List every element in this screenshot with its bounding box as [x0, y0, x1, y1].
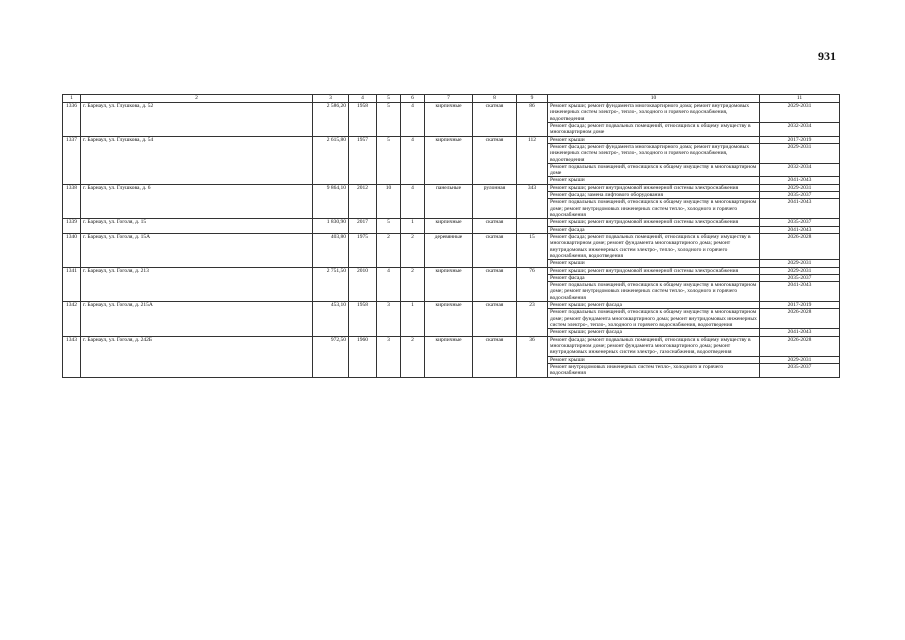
column-header: 7	[425, 95, 473, 103]
column-header: 1	[63, 95, 81, 103]
roof-type: скатная	[473, 136, 517, 184]
house-year: 1960	[349, 336, 377, 377]
house-area: 403,80	[313, 233, 349, 267]
repair-works: Ремонт крыши	[548, 260, 760, 267]
repair-works: Ремонт фасада; замена лифтового оборудования	[548, 192, 760, 199]
house-address: г. Барнаул, ул. Гоголя, д. 213	[81, 267, 313, 302]
repair-period: 2026-2028	[760, 336, 840, 356]
house-floors: 3	[377, 336, 401, 377]
house-floors: 5	[377, 136, 401, 184]
house-area: 9 864,10	[313, 184, 349, 219]
repair-works: Ремонт крыши	[548, 356, 760, 363]
residents-count: 15	[517, 233, 548, 267]
house-address: г. Барнаул, ул. Гоголя, д. 215А	[81, 302, 313, 337]
house-entrances: 4	[401, 103, 425, 137]
repair-works: Ремонт крыши; ремонт фундамента многоквартирного дома; ремонт внутридомовых инженерных систем электро-, тепло-, холодного и горячего водоснабжения, водоотведения	[548, 103, 760, 123]
house-address: г. Барнаул, ул. Гоголя, д. 15А	[81, 233, 313, 267]
column-header: 3	[313, 95, 349, 103]
residents-count: 36	[517, 336, 548, 377]
house-address: г. Барнаул, ул. Глушкова, д. 52	[81, 103, 313, 137]
repair-works: Ремонт фасада	[548, 274, 760, 281]
repair-period: 2026-2028	[760, 309, 840, 329]
roof-type: скатная	[473, 233, 517, 267]
house-entrances: 2	[401, 267, 425, 302]
page-number: 931	[818, 49, 836, 63]
house-number: 1341	[63, 267, 81, 302]
house-area: 2 615,80	[313, 136, 349, 184]
house-entrances: 1	[401, 302, 425, 337]
repair-works: Ремонт крыши; ремонт внутридомовой инженерной системы электроснабжения	[548, 219, 760, 226]
house-floors: 10	[377, 184, 401, 219]
house-area: 2 586,20	[313, 103, 349, 137]
repair-works: Ремонт подвальных помещений, относящихся к общему имуществу в многоквартирном доме; ремонт фундамента многоквартирного дома; ремонт внутридомовых инженерных систем электро-, тепло-, холодного и горячего водоснабжения, водоотведения	[548, 309, 760, 329]
repair-period: 2041-2043	[760, 199, 840, 219]
house-entrances: 4	[401, 136, 425, 184]
house-year: 1957	[349, 136, 377, 184]
repair-works: Ремонт крыши	[548, 136, 760, 143]
column-header: 2	[81, 95, 313, 103]
wall-material: кирпичные	[425, 136, 473, 184]
residents-count: 76	[517, 267, 548, 302]
house-number: 1337	[63, 136, 81, 184]
roof-type: скатная	[473, 267, 517, 302]
repair-works: Ремонт крыши; ремонт фасада	[548, 302, 760, 309]
wall-material: кирпичные	[425, 267, 473, 302]
repair-works: Ремонт крыши; ремонт внутридомовой инженерной системы электроснабжения	[548, 267, 760, 274]
column-header: 11	[760, 95, 840, 103]
repair-period: 2029-2031	[760, 143, 840, 163]
repair-period: 2017-2019	[760, 136, 840, 143]
wall-material: панельные	[425, 184, 473, 219]
repair-period: 2029-2031	[760, 184, 840, 191]
repair-period: 2032-2034	[760, 122, 840, 136]
wall-material: кирпичные	[425, 302, 473, 337]
repair-period: 2032-2034	[760, 163, 840, 177]
house-floors: 3	[377, 302, 401, 337]
repair-period: 2041-2043	[760, 226, 840, 233]
wall-material: деревянные	[425, 233, 473, 267]
repair-works: Ремонт подвальных помещений, относящихся к общему имуществу в многоквартирном доме; ремонт внутридомовых инженерных систем тепло-, холодного и горячего водоснабжения	[548, 282, 760, 302]
house-entrances: 2	[401, 233, 425, 267]
house-year: 2017	[349, 219, 377, 234]
table-row	[63, 219, 840, 226]
house-year: 2010	[349, 267, 377, 302]
table-row	[63, 336, 840, 356]
capital-repair-table	[62, 94, 840, 378]
repair-works: Ремонт фасада; ремонт подвальных помещений, относящихся к общему имуществу в многоквартирном доме; ремонт фундамента многоквартирного дома; ремонт внутридомовых инженерных систем электро-, газоснабжения, водоотведения	[548, 336, 760, 356]
repair-period: 2035-2037	[760, 219, 840, 226]
roof-type: скатная	[473, 302, 517, 337]
residents-count	[517, 219, 548, 234]
house-number: 1339	[63, 219, 81, 234]
house-entrances: 4	[401, 184, 425, 219]
column-header: 8	[473, 95, 517, 103]
house-floors: 5	[377, 219, 401, 234]
house-entrances: 2	[401, 336, 425, 377]
column-header: 4	[349, 95, 377, 103]
wall-material: кирпичные	[425, 219, 473, 234]
repair-works: Ремонт фасада; ремонт подвальных помещений, относящихся к общему имуществу в многоквартирном доме	[548, 122, 760, 136]
repair-works: Ремонт крыши	[548, 177, 760, 184]
repair-period: 2035-2037	[760, 192, 840, 199]
repair-period: 2026-2028	[760, 233, 840, 259]
repair-period: 2041-2043	[760, 177, 840, 184]
repair-period: 2035-2037	[760, 363, 840, 377]
repair-works: Ремонт фасада; ремонт подвальных помещений, относящихся к общему имуществу в многоквартирном доме; ремонт фундамента многоквартирного дома; ремонт внутридомовых инженерных систем электро-, тепло-, холодного и горячего водоснабжения, водоотведения	[548, 233, 760, 259]
house-number: 1338	[63, 184, 81, 219]
house-address: г. Барнаул, ул. Глушкова, д. 6	[81, 184, 313, 219]
table-row	[63, 302, 840, 309]
table-row	[63, 136, 840, 143]
repair-period: 2041-2043	[760, 282, 840, 302]
residents-count: 86	[517, 103, 548, 137]
house-year: 1958	[349, 302, 377, 337]
table-row	[63, 103, 840, 123]
repair-works: Ремонт подвальных помещений, относящихся к общему имуществу в многоквартирном доме; ремонт внутридомовых инженерных систем тепло-, холодного и горячего водоснабжения	[548, 199, 760, 219]
residents-count: 23	[517, 302, 548, 337]
column-header: 9	[517, 95, 548, 103]
house-number: 1342	[63, 302, 81, 337]
column-header: 6	[401, 95, 425, 103]
column-header: 10	[548, 95, 760, 103]
house-address: г. Барнаул, ул. Гоголя, д. 242Б	[81, 336, 313, 377]
house-address: г. Барнаул, ул. Гоголя, д. 15	[81, 219, 313, 234]
repair-period: 2029-2031	[760, 356, 840, 363]
column-header: 5	[377, 95, 401, 103]
repair-works: Ремонт подвальных помещений, относящихся к общему имуществу в многоквартирном доме	[548, 163, 760, 177]
residents-count: 112	[517, 136, 548, 184]
repair-period: 2017-2019	[760, 302, 840, 309]
house-number: 1343	[63, 336, 81, 377]
house-floors: 2	[377, 233, 401, 267]
repair-period: 2029-2031	[760, 267, 840, 274]
house-address: г. Барнаул, ул. Глушкова, д. 54	[81, 136, 313, 184]
roof-type: скатная	[473, 103, 517, 137]
table-body	[63, 103, 840, 378]
repair-works: Ремонт фасада	[548, 226, 760, 233]
wall-material: кирпичные	[425, 336, 473, 377]
repair-works: Ремонт фасада; ремонт фундамента многоквартирного дома; ремонт внутридомовых инженерных систем электро-, тепло-, холодного и горячего водоснабжения, водоотведения	[548, 143, 760, 163]
house-year: 1958	[349, 103, 377, 137]
house-floors: 5	[377, 103, 401, 137]
table-row	[63, 184, 840, 191]
house-area: 1 830,90	[313, 219, 349, 234]
roof-type: рулонная	[473, 184, 517, 219]
house-year: 1975	[349, 233, 377, 267]
house-year: 2012	[349, 184, 377, 219]
house-area: 972,50	[313, 336, 349, 377]
wall-material: кирпичные	[425, 103, 473, 137]
residents-count: 343	[517, 184, 548, 219]
repair-works: Ремонт крыши; ремонт внутридомовой инженерной системы электроснабжения	[548, 184, 760, 191]
repair-period: 2029-2031	[760, 103, 840, 123]
repair-works: Ремонт внутридомовых инженерных систем тепло-, холодного и горячего водоснабжения	[548, 363, 760, 377]
roof-type: скатная	[473, 219, 517, 234]
house-entrances: 1	[401, 219, 425, 234]
house-area: 2 751,50	[313, 267, 349, 302]
repair-period: 2041-2043	[760, 329, 840, 336]
header-row	[63, 95, 840, 103]
repair-works: Ремонт крыши; ремонт фасада	[548, 329, 760, 336]
house-floors: 4	[377, 267, 401, 302]
table-row	[63, 233, 840, 259]
house-number: 1340	[63, 233, 81, 267]
roof-type: скатная	[473, 336, 517, 377]
repair-period: 2029-2031	[760, 260, 840, 267]
table-row	[63, 267, 840, 274]
house-number: 1336	[63, 103, 81, 137]
repair-period: 2035-2037	[760, 274, 840, 281]
house-area: 453,10	[313, 302, 349, 337]
